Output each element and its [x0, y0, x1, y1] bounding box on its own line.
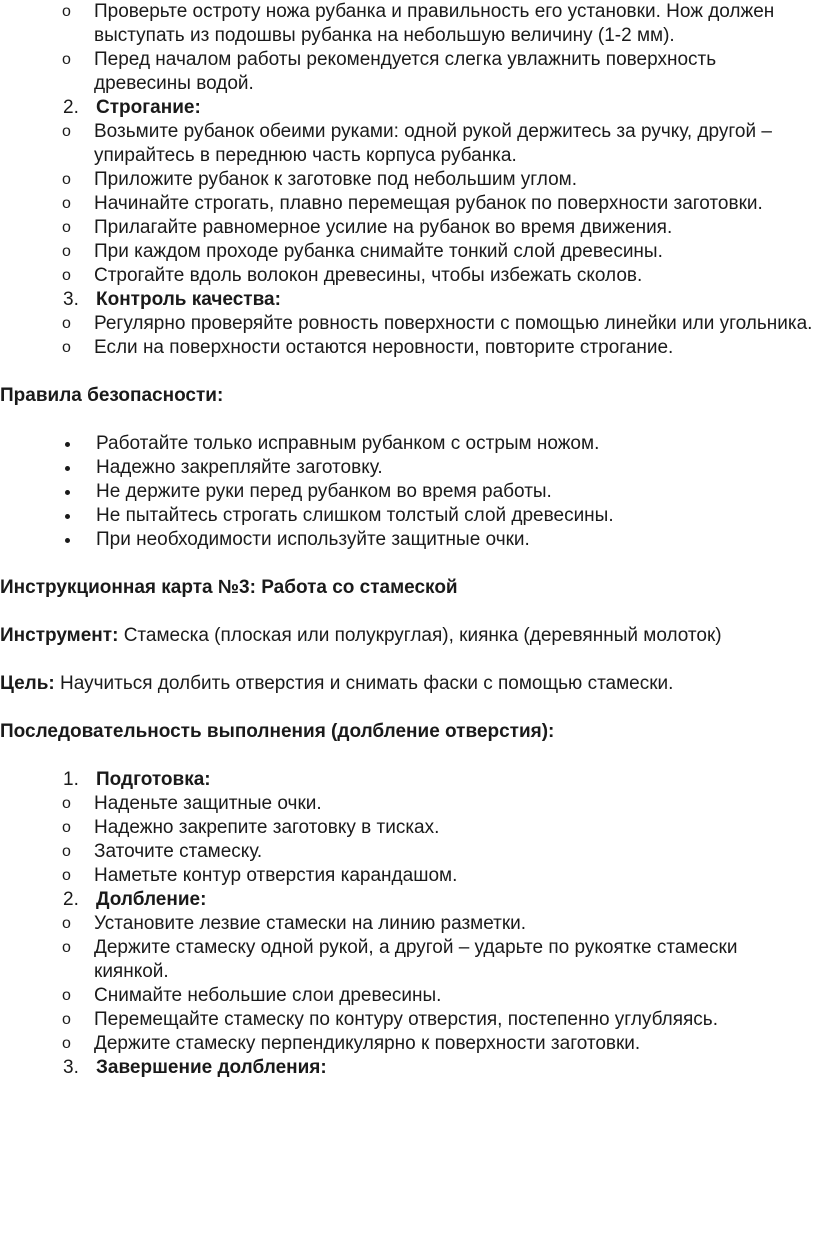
- safety-heading: Правила безопасности:: [0, 385, 224, 406]
- list-item: o Перед началом работы рекомендуется слегка увлажнить поверхность древесины водой.: [62, 49, 717, 94]
- quality-list: [0, 312, 816, 360]
- list-item: o Строгайте вдоль волокон древесины, чтобы избежать сколов.: [62, 265, 643, 286]
- list-item: o Наденьте защитные очки.: [62, 793, 322, 814]
- list-item: o Снимайте небольшие слои древесины.: [62, 985, 442, 1006]
- list-item: Не пытайтесь строгать слишком толстый слой древесины.: [0, 504, 816, 528]
- step-title: Подготовка:: [96, 769, 211, 790]
- step-title: Строгание:: [96, 97, 201, 118]
- circle-bullet-icon: o: [62, 267, 71, 284]
- step-preparation: [0, 768, 816, 792]
- disc-bullet-icon: [65, 490, 70, 495]
- step-title: Завершение долбления:: [96, 1057, 327, 1078]
- circle-bullet-icon: o: [62, 1011, 71, 1028]
- list-item: Не держите руки перед рубанком во время работы.: [0, 480, 816, 504]
- tool-label: Инструмент:: [0, 625, 119, 646]
- circle-bullet-icon: o: [62, 219, 71, 236]
- prep-continuation-list: [0, 0, 816, 96]
- step-finishing: [0, 1056, 816, 1080]
- preparation-list: [0, 792, 816, 888]
- list-item: o Держите стамеску одной рукой, а другой – ударьте по рукоятке стамески киянкой.: [62, 937, 738, 982]
- list-item: Работайте только исправным рубанком с острым ножом.: [0, 432, 816, 456]
- circle-bullet-icon: o: [62, 987, 71, 1004]
- circle-bullet-icon: o: [62, 315, 71, 332]
- circle-bullet-icon: o: [62, 243, 71, 260]
- circle-bullet-icon: o: [62, 915, 71, 932]
- step-quality-control: [0, 288, 816, 312]
- list-item: При необходимости используйте защитные очки.: [0, 528, 816, 552]
- disc-bullet-icon: [65, 538, 70, 543]
- list-item: o Наметьте контур отверстия карандашом.: [62, 865, 458, 886]
- circle-bullet-icon: o: [62, 1035, 71, 1052]
- list-item: o Начинайте строгать, плавно перемещая рубанок по поверхности заготовки.: [62, 193, 763, 214]
- list-item: o Приложите рубанок к заготовке под небольшим углом.: [62, 169, 578, 190]
- list-item: Надежно закрепляйте заготовку.: [0, 456, 816, 480]
- safety-list: [0, 432, 816, 552]
- step-number: 3.: [63, 289, 79, 310]
- step-number: 2.: [63, 97, 79, 118]
- list-item: o При каждом проходе рубанка снимайте тонкий слой древесины.: [62, 241, 663, 262]
- list-item: o Прилагайте равномерное усилие на рубанок во время движения.: [62, 217, 673, 238]
- planing-list: [0, 120, 816, 288]
- goal-paragraph: [0, 672, 816, 696]
- step-number: 3.: [63, 1057, 79, 1078]
- disc-bullet-icon: [65, 466, 70, 471]
- disc-bullet-icon: [65, 442, 70, 447]
- circle-bullet-icon: o: [62, 123, 71, 140]
- step-chiseling: [0, 888, 816, 912]
- tool-paragraph: [0, 624, 816, 648]
- list-item: o Установите лезвие стамески на линию разметки.: [62, 913, 527, 934]
- tool-text: Стамеска (плоская или полукруглая), киянка (деревянный молоток): [118, 625, 722, 646]
- step-title: Долбление:: [96, 889, 207, 910]
- sequence-heading: Последовательность выполнения (долбление отверстия):: [0, 721, 555, 742]
- list-item: o Регулярно проверяйте ровность поверхности с помощью линейки или угольника.: [62, 313, 813, 334]
- list-item: o Держите стамеску перпендикулярно к поверхности заготовки.: [62, 1033, 641, 1054]
- circle-bullet-icon: o: [62, 195, 71, 212]
- goal-label: Цель:: [0, 673, 55, 694]
- list-item: o Проверьте остроту ножа рубанка и правильность его установки. Нож должен выступать из подошвы рубанка на небольшую величину (1-2 мм).: [62, 1, 775, 46]
- disc-bullet-icon: [65, 514, 70, 519]
- circle-bullet-icon: o: [62, 339, 71, 356]
- circle-bullet-icon: o: [62, 867, 71, 884]
- step-planing: [0, 96, 816, 120]
- list-item: o Если на поверхности остаются неровности, повторите строгание.: [62, 337, 674, 358]
- circle-bullet-icon: o: [62, 171, 71, 188]
- card3-title: Инструкционная карта №3: Работа со стамеской: [0, 577, 458, 598]
- list-item: o Перемещайте стамеску по контуру отверстия, постепенно углубляясь.: [62, 1009, 718, 1030]
- goal-text: Научиться долбить отверстия и снимать фаски с помощью стамески.: [54, 673, 674, 694]
- step-title: Контроль качества:: [96, 289, 281, 310]
- circle-bullet-icon: o: [62, 3, 71, 20]
- chiseling-list: [0, 912, 816, 1056]
- circle-bullet-icon: o: [62, 51, 71, 68]
- circle-bullet-icon: o: [62, 939, 71, 956]
- circle-bullet-icon: o: [62, 795, 71, 812]
- list-item: o Возьмите рубанок обеими руками: одной рукой держитесь за ручку, другой – упирайтесь в переднюю часть корпуса рубанка.: [62, 121, 772, 166]
- circle-bullet-icon: o: [62, 843, 71, 860]
- list-item: o Заточите стамеску.: [62, 841, 263, 862]
- circle-bullet-icon: o: [62, 819, 71, 836]
- step-number: 1.: [63, 769, 79, 790]
- list-item: o Надежно закрепите заготовку в тисках.: [62, 817, 440, 838]
- step-number: 2.: [63, 889, 79, 910]
